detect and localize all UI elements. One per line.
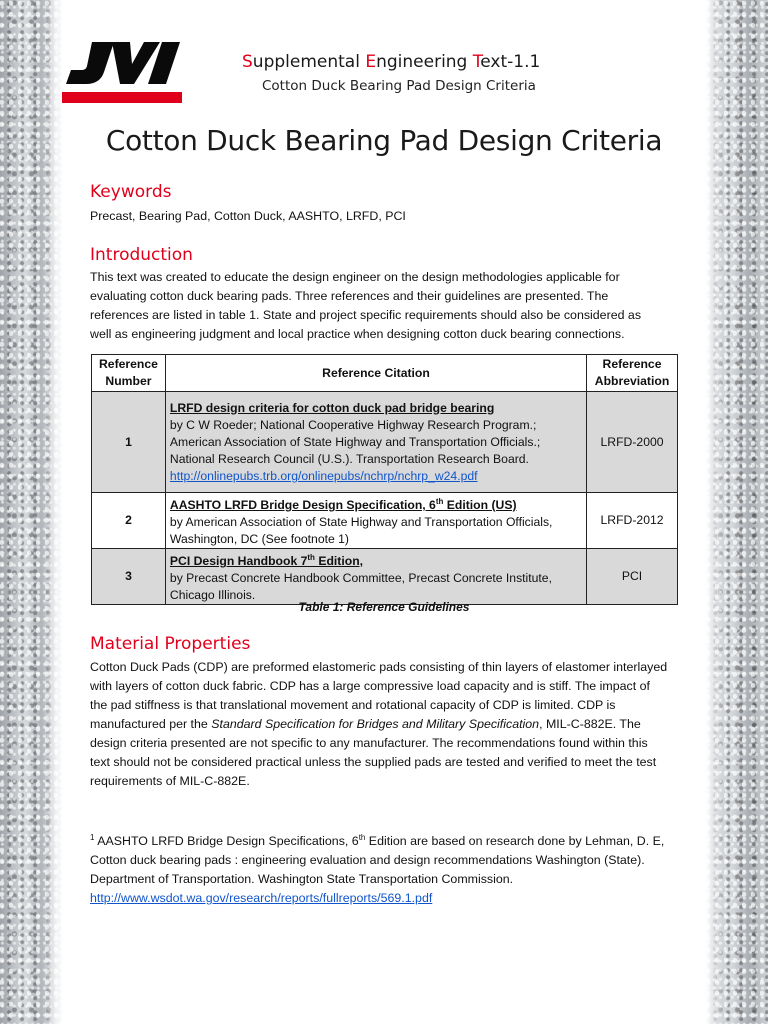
material-line: design criteria presented are not specific to any manufacturer. The recommendations found within this xyxy=(90,736,648,750)
granite-border-right xyxy=(706,0,768,1024)
footnote-line: Department of Transportation. Washington State Transportation Commission. xyxy=(90,872,514,887)
footnote-line: $^1$ AASHTO LRFD Bridge Design Specifications, 6th Edition are based on research done by Lehman, D. E, xyxy=(90,833,665,849)
introduction-text xyxy=(90,268,690,344)
material-line: manufactured per the Standard Specification for Bridges and Military Specification, MIL-C-882E. The xyxy=(90,717,641,731)
introduction-line: This text was created to educate the design engineer on the design methodologies applicable for xyxy=(90,270,620,284)
material-line: Cotton Duck Pads (CDP) are preformed elastomeric pads consisting of thin layers of elastomer interlayed xyxy=(90,660,668,674)
citation-line: by American Association of State Highway and Transportation Officials, xyxy=(169,515,553,530)
table-header-row xyxy=(92,355,678,392)
introduction-line: well as engineering judgment and local practice when designing cotton duck bearing connections. xyxy=(90,327,625,341)
citation-line: by Precast Concrete Handbook Committee, Precast Concrete Institute, xyxy=(169,571,552,586)
table-row xyxy=(92,392,678,493)
footnote-marker: 1 xyxy=(90,833,95,842)
citation-line: by C W Roeder; National Cooperative Highway Research Program.; xyxy=(169,417,537,432)
reference-citation xyxy=(165,549,586,605)
header-reference-citation: Reference Citation xyxy=(165,355,586,392)
header-reference-number: Reference Number xyxy=(92,355,166,392)
footnote-link[interactable]: http://www.wsdot.wa.gov/research/reports/fullreports/569.1.pdf xyxy=(90,891,433,906)
header-title-part: E xyxy=(365,52,377,72)
citation-title: PCI Design Handbook 7th Edition, xyxy=(169,553,364,569)
table-caption: Table 1: Reference Guidelines xyxy=(298,600,470,614)
material-line: with layers of cotton duck fabric. CDP has a large compressive load capacity and is stiff. The impact of xyxy=(90,679,650,693)
document-page xyxy=(62,0,706,1024)
material-properties-heading: Material Properties xyxy=(90,634,251,654)
reference-number: 2 xyxy=(92,493,166,549)
footnote xyxy=(90,828,680,908)
reference-abbreviation: PCI xyxy=(587,549,678,605)
table-row xyxy=(92,549,678,605)
material-line: the pad stiffness is that translational movement and rotational capacity of CDP is limited. CDP is xyxy=(90,698,616,712)
citation-link[interactable]: http://onlinepubs.trb.org/onlinepubs/nchrp/nchrp_w24.pdf xyxy=(169,468,478,483)
citation-line: Chicago Illinois. xyxy=(169,588,256,603)
reference-citation xyxy=(165,493,586,549)
reference-abbreviation: LRFD-2000 xyxy=(587,392,678,493)
citation-title[interactable]: LRFD design criteria for cotton duck pad bridge bearing xyxy=(169,400,495,415)
material-properties-text xyxy=(90,658,690,791)
citation-line: National Research Council (U.S.). Transportation Research Board. xyxy=(169,451,529,466)
citation-line: Washington, DC (See footnote 1) xyxy=(169,532,349,547)
footnote-line: Cotton duck bearing pads : engineering evaluation and design recommendations Washington (State). xyxy=(90,853,645,868)
reference-citation xyxy=(165,392,586,493)
header-title-part: T xyxy=(472,52,481,72)
table-row xyxy=(92,493,678,549)
reference-abbreviation: LRFD-2012 xyxy=(587,493,678,549)
material-line: requirements of MIL-C-882E. xyxy=(90,774,250,788)
header-reference-abbreviation: Reference Abbreviation xyxy=(587,355,678,392)
header-title-part: upplemental xyxy=(252,52,366,72)
header-subtitle: Cotton Duck Bearing Pad Design Criteria xyxy=(262,78,536,94)
document-title: Cotton Duck Bearing Pad Design Criteria xyxy=(105,124,663,157)
keywords-heading: Keywords xyxy=(90,182,172,202)
jvi-logo xyxy=(62,38,186,104)
citation-title: AASHTO LRFD Bridge Design Specification, 6th Edition (US) xyxy=(169,497,517,513)
header-title xyxy=(242,52,582,72)
material-line: text should not be considered practical unless the supplied pads are tested and verified to meet the test xyxy=(90,755,657,769)
header-title-part: ext-1.1 xyxy=(480,52,541,72)
reference-number: 3 xyxy=(92,549,166,605)
reference-number: 1 xyxy=(92,392,166,493)
citation-line: American Association of State Highway and Transportation Officials.; xyxy=(169,434,541,449)
reference-table xyxy=(91,354,678,605)
introduction-line: evaluating cotton duck bearing pads. Three references and their guidelines are presented. The xyxy=(90,289,609,303)
introduction-heading: Introduction xyxy=(90,245,193,265)
header-title-part: ngineering xyxy=(376,52,473,72)
header-title-part: S xyxy=(242,52,253,72)
granite-border-left xyxy=(0,0,62,1024)
introduction-line: references are listed in table 1. State and project specific requirements should also be considered as xyxy=(90,308,642,322)
keywords-text: Precast, Bearing Pad, Cotton Duck, AASHTO, LRFD, PCI xyxy=(90,209,406,223)
